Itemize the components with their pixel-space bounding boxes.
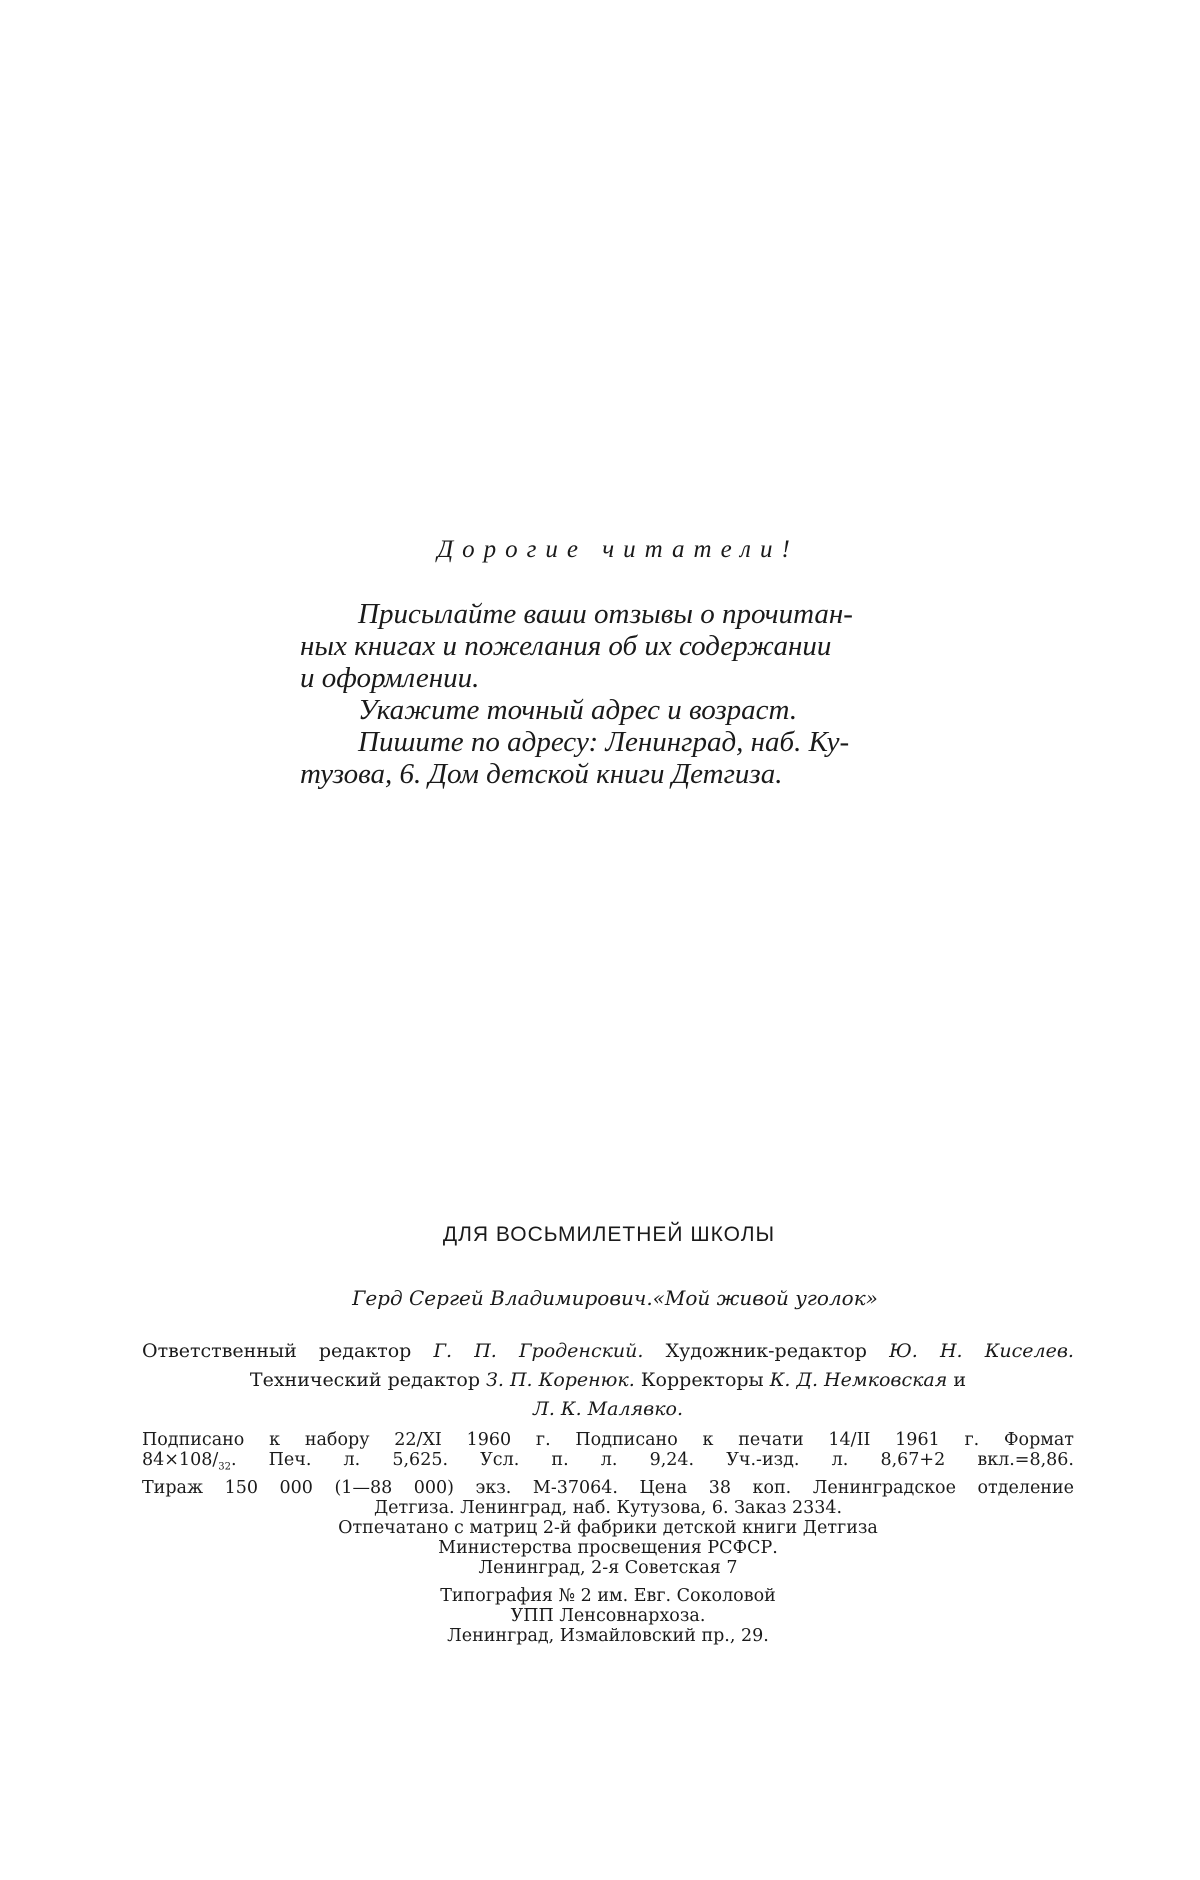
- letter-line: Присылайте ваши отзывы о прочитан-: [358, 598, 853, 630]
- readers-letter: [300, 536, 912, 790]
- sheets-info: . Печ. л. 5,625. Усл. п. л. 9,24. Уч.-изд. л. 8,67+2 вкл.=8,86.: [230, 1450, 1074, 1470]
- art-editor-label: Художник-редактор: [665, 1340, 867, 1362]
- print-line: Ленинград, Измайловский пр., 29.: [447, 1625, 769, 1646]
- proofreaders-label: Корректоры: [640, 1369, 764, 1391]
- print-line: Ленинград, 2-я Советская 7: [478, 1557, 738, 1578]
- proofreaders-conjunction: и: [953, 1369, 967, 1391]
- letter-line: и оформлении.: [300, 662, 480, 694]
- editor-label: Ответственный редактор: [142, 1340, 412, 1362]
- credits-line: [142, 1366, 1074, 1395]
- print-line: Типография № 2 им. Евг. Соколовой: [440, 1585, 776, 1606]
- print-line: Отпечатано с матриц 2-й фабрики детской книги Детгиза: [338, 1517, 878, 1538]
- printing-details: [142, 1430, 1074, 1646]
- print-line: Подписано к набору 22/XI 1960 г. Подписано к печати 14/II 1961 г. Формат: [142, 1430, 1074, 1450]
- credits-line: [142, 1395, 1074, 1424]
- proofreader-name: Л. К. Малявко.: [532, 1398, 684, 1420]
- letter-line: ных книгах и пожелания об их содержании: [300, 630, 832, 662]
- proofreader-name: К. Д. Немковская: [769, 1369, 948, 1391]
- letter-line: Укажите точный адрес и возраст.: [358, 694, 798, 726]
- letter-greeting: Дорогие читатели!: [437, 536, 799, 563]
- art-editor-name: Ю. Н. Киселев.: [889, 1340, 1074, 1362]
- format-fraction: 32: [218, 1461, 231, 1473]
- series-title: ДЛЯ ВОСЬМИЛЕТНЕЙ ШКОЛЫ: [442, 1223, 776, 1246]
- tech-editor-name: З. П. Коренюк.: [486, 1369, 635, 1391]
- print-line: Тираж 150 000 (1—88 000) экз. М-37064. Цена 38 коп. Ленинградское отделение: [142, 1477, 1074, 1498]
- author-and-title: Герд Сергей Владимирович.«Мой живой уголок»: [352, 1286, 878, 1310]
- editorial-credits: [142, 1337, 1074, 1424]
- credits-line: [142, 1337, 1074, 1366]
- letter-line: Пишите по адресу: Ленинград, наб. Ку-: [358, 726, 850, 758]
- print-line: Министерства просвещения РСФСР.: [438, 1537, 778, 1558]
- print-line: Детгиза. Ленинград, наб. Кутузова, 6. Заказ 2334.: [373, 1497, 843, 1518]
- print-line: УПП Ленсовнархоза.: [510, 1605, 706, 1626]
- editor-name: Г. П. Гроденский.: [433, 1340, 644, 1362]
- tech-editor-label: Технический редактор: [249, 1369, 480, 1391]
- letter-line: тузова, 6. Дом детской книги Детгиза.: [300, 758, 783, 790]
- print-line: [142, 1450, 1074, 1478]
- format-value: 84×108/: [142, 1450, 219, 1470]
